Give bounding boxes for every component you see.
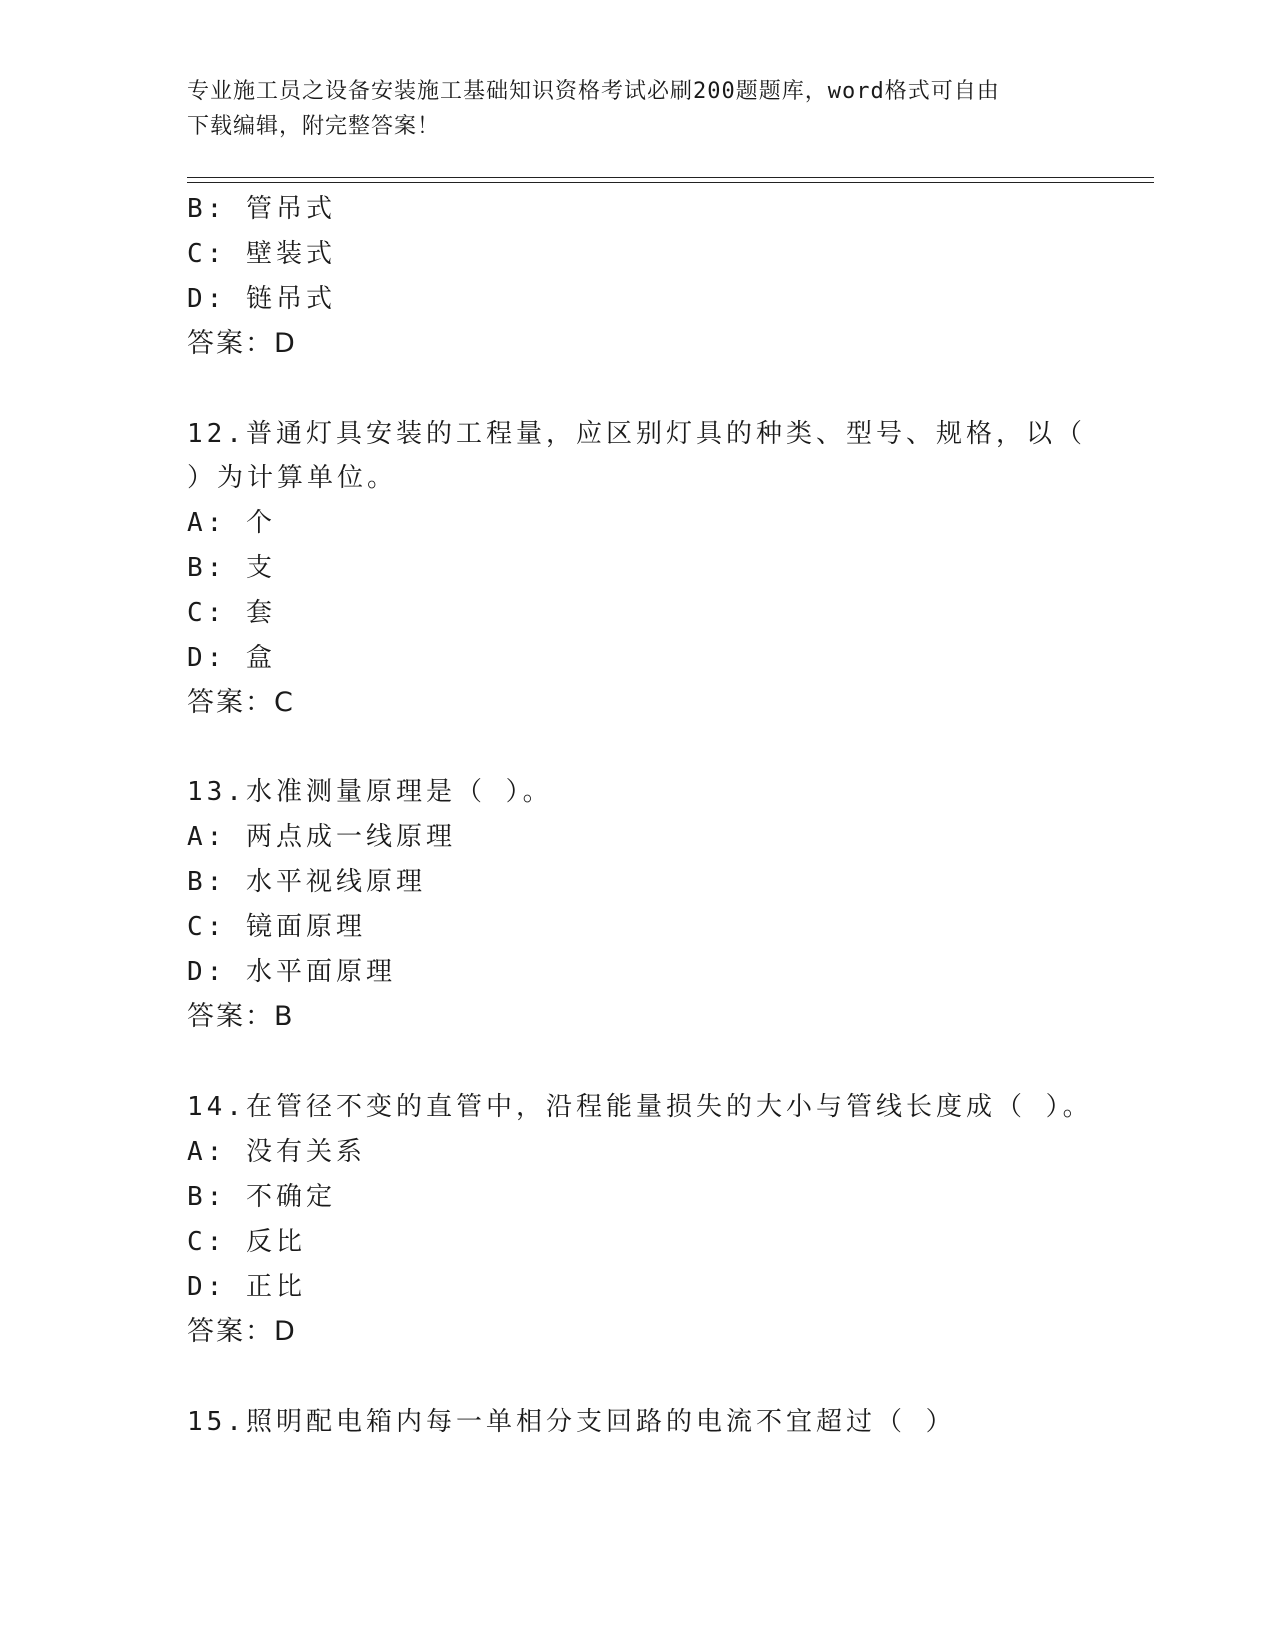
header-divider-bottom xyxy=(187,182,1154,183)
q15-stem: 15.照明配电箱内每一单相分支回路的电流不宜超过（ ） xyxy=(187,1407,956,1437)
document-header xyxy=(187,74,1087,144)
q14-option-a: A: 没有关系 xyxy=(187,1137,366,1167)
q14-answer: 答案：D xyxy=(187,1316,297,1347)
q12-option-b: B: 支 xyxy=(187,553,276,583)
q11-option-c: C: 壁装式 xyxy=(187,239,336,269)
q13-option-d: D: 水平面原理 xyxy=(187,957,396,987)
q13-answer: 答案：B xyxy=(187,1001,295,1032)
q13-option-a: A: 两点成一线原理 xyxy=(187,822,456,852)
q13-stem: 13.水准测量原理是（ ）。 xyxy=(187,777,553,807)
q12-option-c: C: 套 xyxy=(187,598,276,628)
q12-option-d: D: 盒 xyxy=(187,643,276,673)
q11-answer: 答案：D xyxy=(187,328,297,359)
q14-option-c: C: 反比 xyxy=(187,1227,306,1257)
q12-stem-line-1: 12.普通灯具安装的工程量，应区别灯具的种类、型号、规格，以（ xyxy=(187,419,1086,449)
header-divider-top xyxy=(187,177,1154,178)
q12-option-a: A: 个 xyxy=(187,508,276,538)
header-title-line-1: 专业施工员之设备安装施工基础知识资格考试必刷200题题库，word格式可自由 xyxy=(187,79,1000,104)
q14-option-d: D: 正比 xyxy=(187,1272,306,1302)
header-title-line-2: 下载编辑，附完整答案！ xyxy=(187,114,441,139)
q12-stem-line-2: ）为计算单位。 xyxy=(187,463,398,493)
q13-option-b: B: 水平视线原理 xyxy=(187,867,426,897)
q14-stem: 14.在管径不变的直管中，沿程能量损失的大小与管线长度成（ ）。 xyxy=(187,1092,1093,1122)
q13-option-c: C: 镜面原理 xyxy=(187,912,366,942)
q11-option-b: B: 管吊式 xyxy=(187,194,336,224)
q11-option-d: D: 链吊式 xyxy=(187,284,336,314)
q14-option-b: B: 不确定 xyxy=(187,1182,336,1212)
q12-answer: 答案：C xyxy=(187,687,295,718)
